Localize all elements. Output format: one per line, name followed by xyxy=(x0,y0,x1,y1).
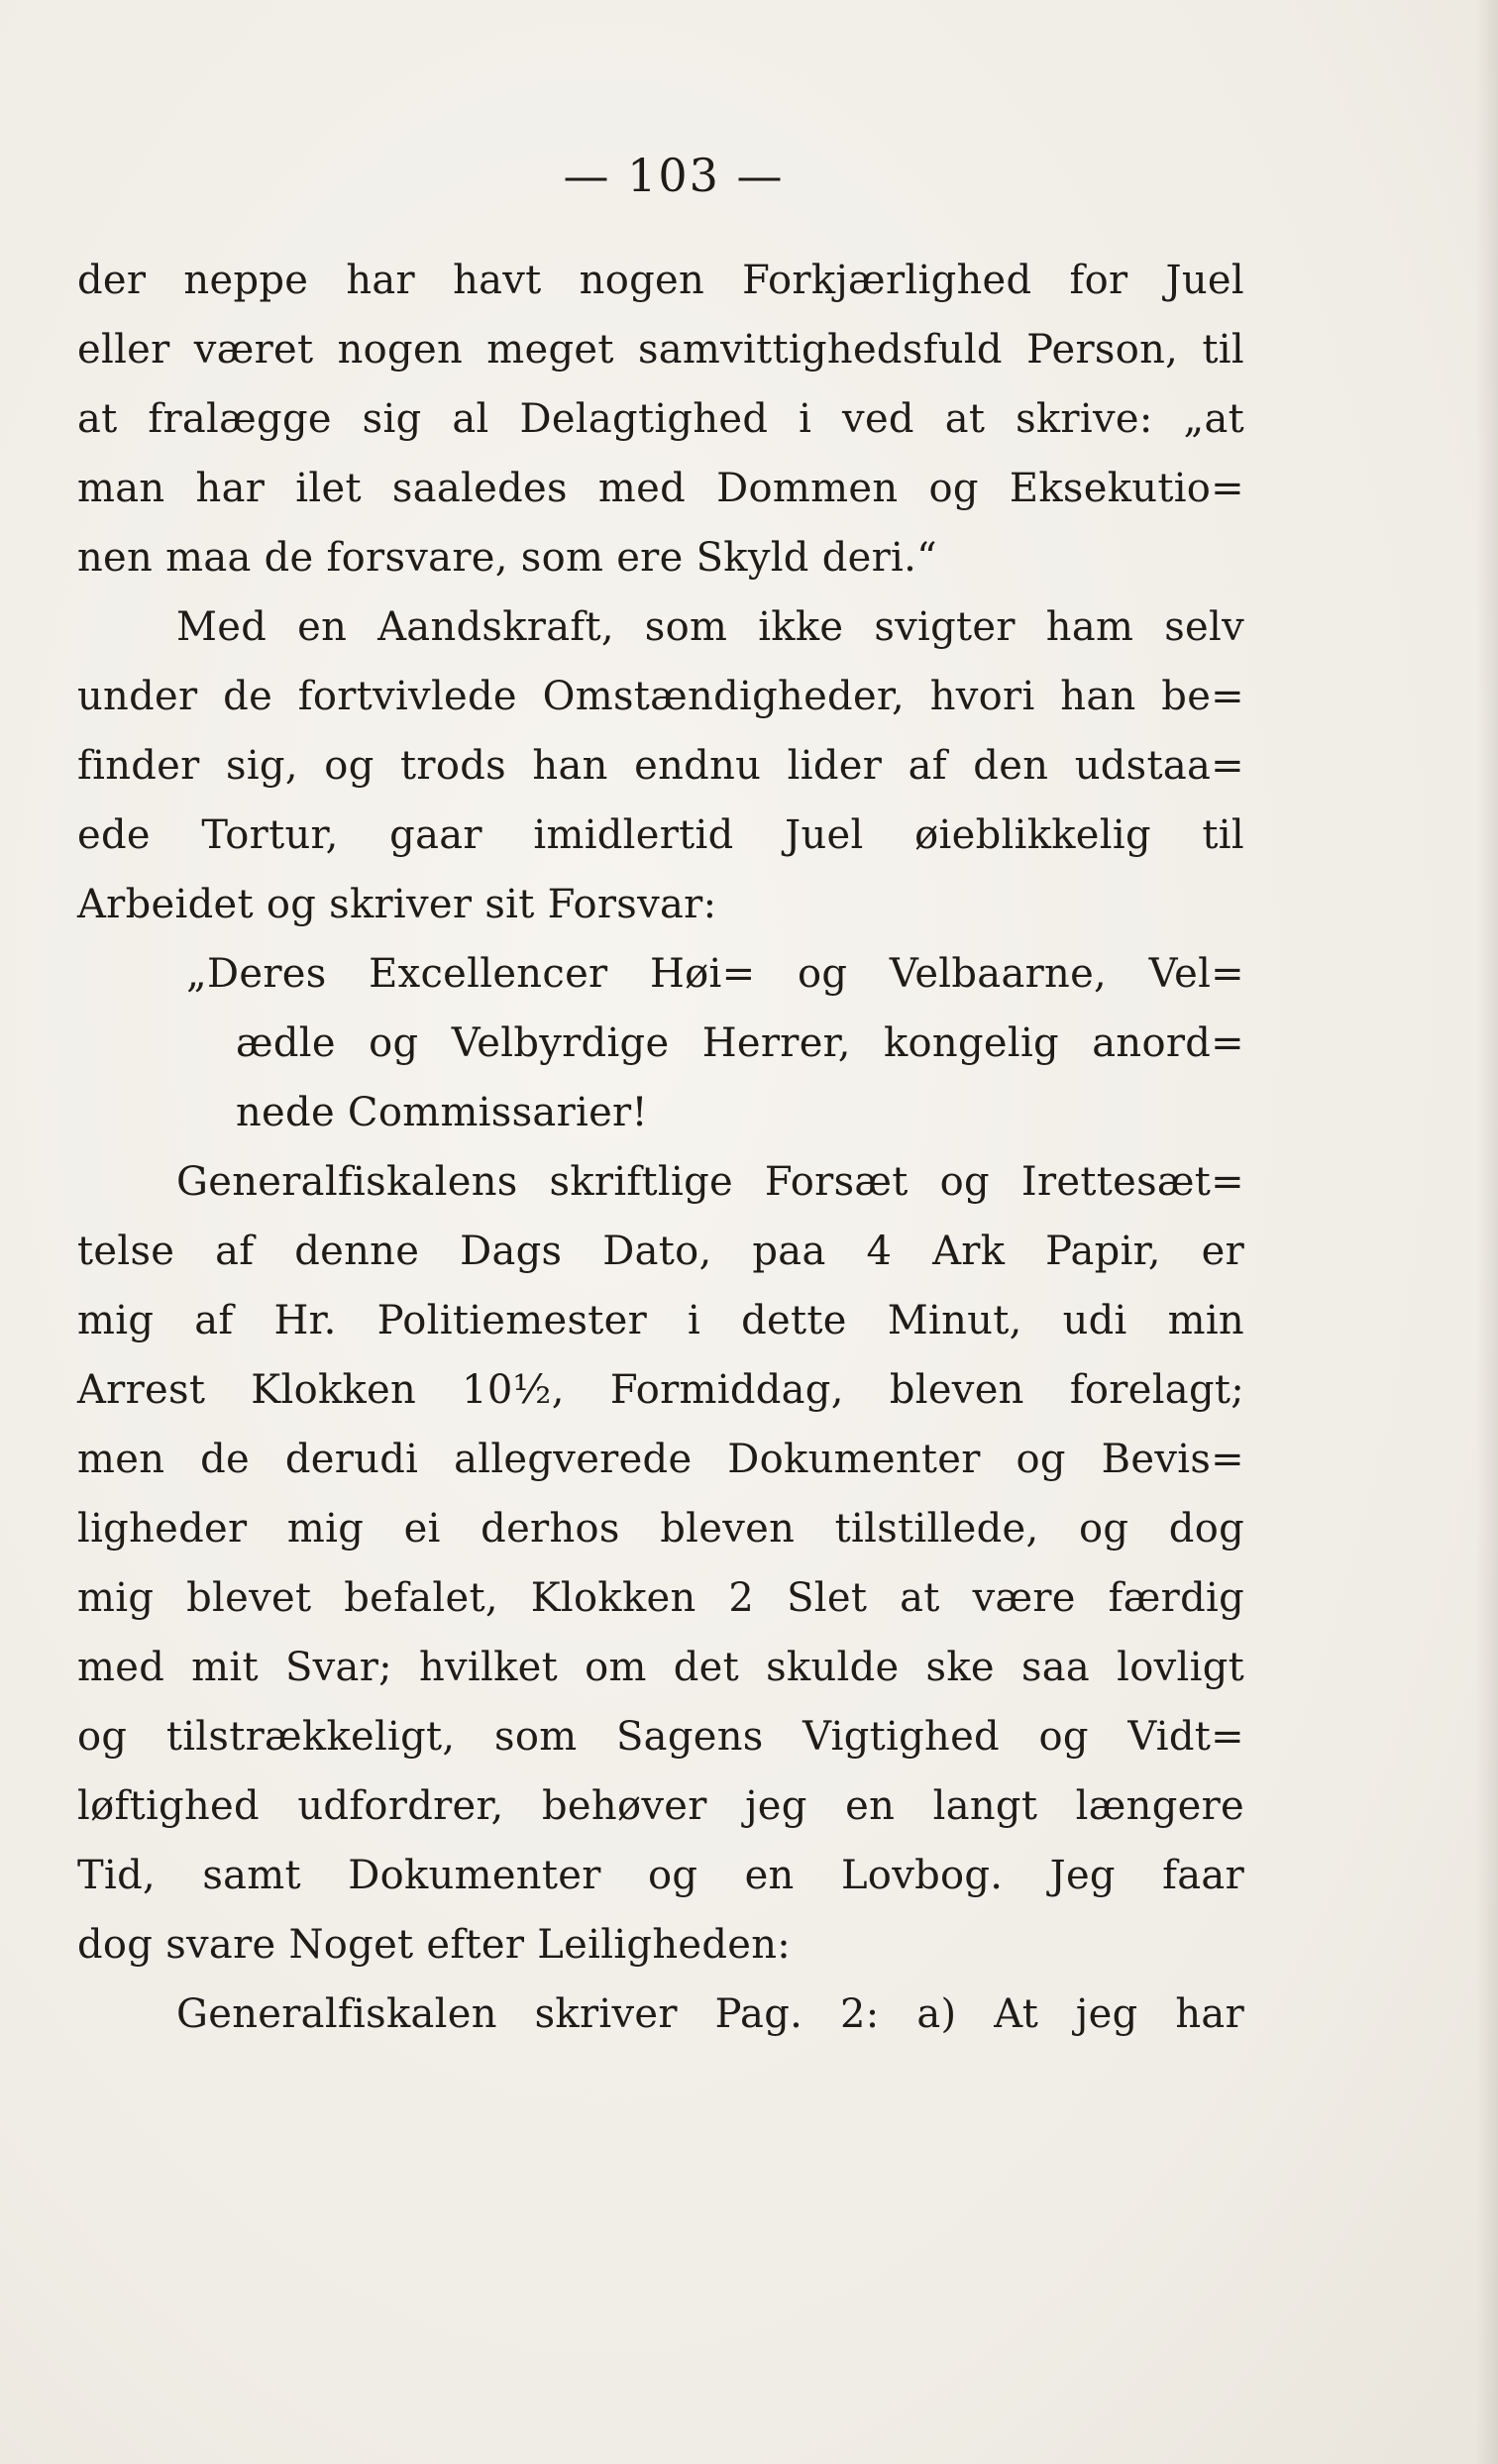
page-number: — 103 — xyxy=(563,149,785,202)
text-line: man har ilet saaledes med Dommen og Eksekutio= xyxy=(77,466,1244,511)
text-line: telse af denne Dags Dato, paa 4 Ark Papir, er xyxy=(77,1229,1244,1274)
text-line: finder sig, og trods han endnu lider af den udstaa= xyxy=(77,743,1244,789)
text-line: eller været nogen meget samvittighedsfuld Person, til xyxy=(77,327,1244,373)
text-line: der neppe har havt nogen Forkjærlighed for Juel xyxy=(77,258,1244,303)
page-edge-shadow xyxy=(1476,0,1498,2464)
text-line: mig blevet befalet, Klokken 2 Slet at være færdig xyxy=(77,1575,1244,1621)
text-line: dog svare Noget efter Leiligheden: xyxy=(77,1922,792,1968)
text-line: Med en Aandskraft, som ikke svigter ham selv xyxy=(176,604,1244,650)
text-line: ligheder mig ei derhos bleven tilstillede, og dog xyxy=(77,1506,1244,1552)
text-line: nen maa de forsvare, som ere Skyld deri.“ xyxy=(77,535,937,581)
text-line: „Deres Excellencer Høi= og Velbaarne, Vel= xyxy=(186,951,1244,997)
text-line: under de fortvivlede Omstændigheder, hvori han be= xyxy=(77,674,1244,719)
text-line: men de derudi allegverede Dokumenter og Bevis= xyxy=(77,1437,1244,1482)
text-line: nede Commissarier! xyxy=(236,1090,648,1135)
text-line: og tilstrækkeligt, som Sagens Vigtighed og Vidt= xyxy=(77,1714,1244,1760)
text-line: at fralægge sig al Delagtighed i ved at skrive: „at xyxy=(77,396,1244,442)
text-line: løftighed udfordrer, behøver jeg en langt længere xyxy=(77,1783,1244,1829)
text-line: Generalfiskalen skriver Pag. 2: a) At jeg har xyxy=(176,1991,1244,2037)
text-line: ædle og Velbyrdige Herrer, kongelig anord= xyxy=(236,1020,1244,1066)
text-line: med mit Svar; hvilket om det skulde ske saa lovligt xyxy=(77,1645,1244,1690)
text-line: Generalfiskalens skriftlige Forsæt og Irettesæt= xyxy=(176,1159,1244,1205)
text-line: Tid, samt Dokumenter og en Lovbog. Jeg faar xyxy=(77,1853,1244,1898)
text-line: Arbeidet og skriver sit Forsvar: xyxy=(77,882,717,927)
body-text xyxy=(77,246,1244,2049)
text-line: ede Tortur, gaar imidlertid Juel øieblikkelig til xyxy=(77,812,1244,858)
text-line: mig af Hr. Politiemester i dette Minut, udi min xyxy=(77,1298,1244,1343)
text-line: Arrest Klokken 10½, Formiddag, bleven forelagt; xyxy=(77,1367,1244,1413)
